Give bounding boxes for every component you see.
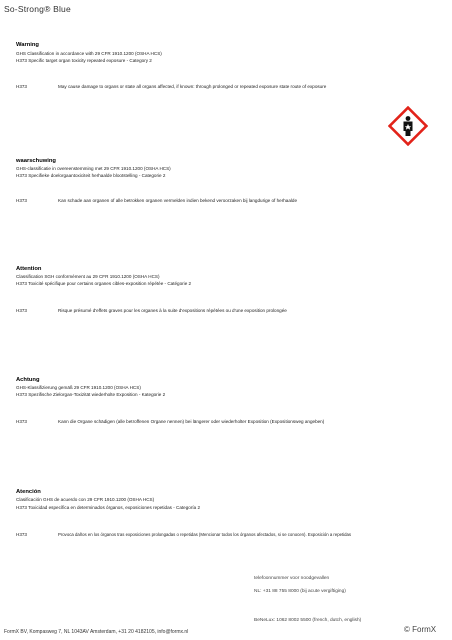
hazard-code: H373 (16, 308, 27, 313)
hazard-code: H373 (16, 198, 27, 203)
section-line: GHS-classificatie in overeenstemming met 29 CFR 1910.1200 (OSHA HCS) (16, 166, 171, 171)
section-heading-waarschuwing: waarschuwing (16, 158, 56, 164)
hazard-code: H373 (16, 532, 27, 537)
section-line: H373 Specifieke doelorgaantoxiciteit herhaalde blootstelling - Categorie 2 (16, 173, 166, 178)
section-line: H373 Toxicité spécifique pour certains organes cibles-exposition répétée - Catégorie 2 (16, 281, 192, 286)
section-heading-warning: Warning (16, 42, 39, 48)
emergency-number-benelux: BeNeLux: 1062 8002 5500 (french, dutch, english) (254, 618, 362, 623)
section-heading-attention: Attention (16, 266, 42, 272)
hazard-statement: Kann die Organe schädigen (alle betroffenen Organe nennen) bei längerer oder wiederholter Exposition (Expositionsweg angeben) (58, 419, 325, 424)
section-line: H373 Toxicidad específica en determinados órganos, exposiciones repetidas - Categoría 2 (16, 505, 201, 510)
document-title: So-Strong® Blue (4, 4, 71, 14)
section-line: GHS-Klassifizierung gemäß 29 CFR 1910.1200 (OSHA HCS) (16, 385, 141, 390)
hazard-statement: Kan schade aan organen of alle betrokken organen vermelden indien bekend veroorzaken bij langdurige of herhaalde (58, 198, 298, 203)
formx-logo: © FormX (404, 625, 437, 634)
hazard-statement: Provoca daños en los órganos tras exposiciones prolongadas o repetidas (Mencionar todos los órganos afectados, si se conocen). Exposición a repetidas (58, 532, 352, 537)
section-line: Clasificación GHS de acuerdo con 29 CFR 1910.1200 (OSHA HCS) (16, 497, 155, 502)
section-heading-atencion: Atención (16, 489, 41, 495)
hazard-statement: May cause damage to organs or state all organs affected, if known: through prolonged or repeated exposure state route of exposure (58, 84, 327, 89)
hazard-code: H373 (16, 419, 27, 424)
emergency-label: telefoonnummer voor noodgevallen (254, 576, 330, 581)
section-line: H373 Spezifische Zielorgan-Toxizität wiederholte Exposition - Kategorie 2 (16, 392, 166, 397)
section-line: GHS Classification in accordance with 29 CFR 1910.1200 (OSHA HCS) (16, 51, 162, 56)
hazard-code: H373 (16, 84, 27, 89)
hazard-statement: Risque présumé d'effets graves pour les organes à la suite d'expositions répétées ou d'une exposition prolongée (58, 308, 287, 313)
section-line: Classification SGH conformément au 29 CFR 1910.1200 (OSHA HCS) (16, 274, 160, 279)
section-line: H373 Specific target organ toxicity repeated exposure - Category 2 (16, 58, 152, 63)
company-address: FormX BV, Kompasweg 7, NL 1043AV Amsterdam, +31 20 4182105, info@formx.nl (4, 629, 189, 635)
health-hazard-icon (388, 106, 428, 146)
section-heading-achtung: Achtung (16, 377, 40, 383)
emergency-number-nl: NL: +31 88 755 8000 (bij acute vergiftiging) (254, 589, 346, 594)
